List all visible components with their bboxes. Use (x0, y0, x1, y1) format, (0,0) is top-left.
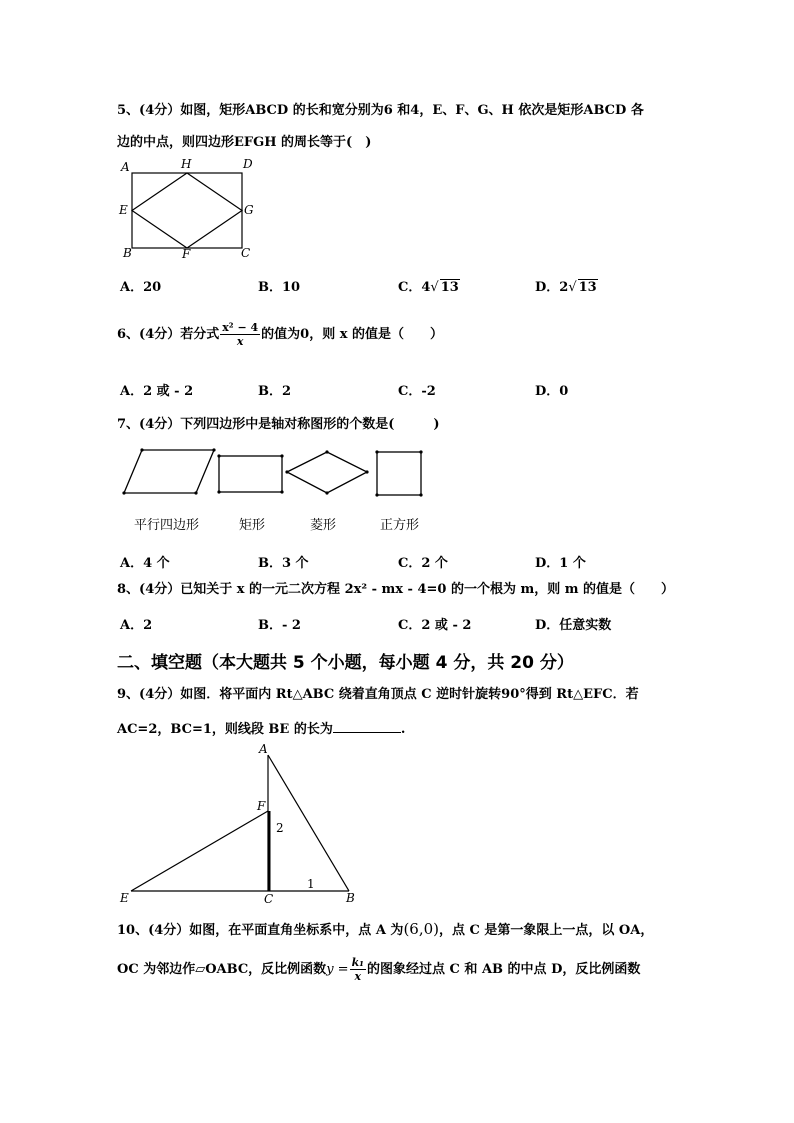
label-E: E (120, 891, 129, 905)
q8-option-d: D．任意实数 (535, 618, 612, 633)
q7-option-c: C．2 个 (398, 556, 448, 571)
q9-triangle-figure (120, 745, 370, 905)
rhombus-shape (287, 452, 367, 493)
section-heading: 二、填空题（本大题共 5 个小题，每小题 4 分，共 20 分） (117, 653, 574, 673)
q7-option-a: A．4 个 (120, 556, 170, 571)
q10-fraction (350, 956, 366, 983)
q10-frac-den: x (354, 970, 362, 983)
rectangle-shape (219, 456, 282, 492)
rhombus-efgh (132, 173, 242, 248)
q6-prefix: 6、(4分）若分式 (117, 327, 220, 342)
label-C: C (264, 892, 274, 906)
caption-parallelogram: 平行四边形 (134, 518, 200, 533)
label-F: F (257, 799, 266, 813)
rectangle-abcd (132, 173, 242, 248)
q8-option-a: A．2 (120, 618, 153, 633)
q9-line2-pre: AC=2，BC=1，则线段 BE 的长为 (117, 722, 333, 737)
q10-text-line2 (117, 953, 640, 987)
q8-option-c: C．2 或 - 2 (398, 618, 472, 633)
label-F: F (182, 247, 191, 261)
q6-suffix: 的值为0，则 x 的值是（ ） (261, 327, 444, 342)
q8-option-b: B．- 2 (258, 618, 301, 633)
label-A: A (259, 742, 268, 756)
label-2: 2 (276, 821, 284, 835)
q10-y-eq: y = (326, 962, 349, 977)
label-G: G (244, 203, 254, 217)
q10-line1-post: ，点 C 是第一象限上一点，以 OA， (439, 923, 654, 938)
q5-option-c-radicand: 13 (440, 280, 459, 295)
label-C: C (241, 246, 251, 260)
q5-text-line2: 边的中点，则四边形EFGH 的周长等于( ) (117, 135, 372, 150)
q7-option-d: D．1 个 (535, 556, 586, 571)
q9-text-line1: 9、(4分）如图．将平面内 Rt△ABC 绕着直角顶点 C 逆时针旋转90°得到 Rt△EFC．若 (117, 687, 639, 702)
q6-option-d: D．0 (535, 384, 569, 399)
q6-option-c: C．-2 (398, 384, 436, 399)
q5-option-d: D．2√ 13 (535, 280, 597, 295)
q6-numerator: x² − 4 (222, 321, 259, 334)
caption-square: 正方形 (380, 518, 420, 533)
q5-text-line1: 5、(4分）如图，矩形ABCD 的长和宽分别为6 和4，E、F、G、H 依次是矩形ABCD 各 (117, 103, 644, 118)
q5-option-b: B．10 (258, 280, 301, 295)
q6-option-b: B．2 (258, 384, 292, 399)
q5-option-c-coef: C．4 (398, 280, 431, 295)
q8-text: 8、(4分）已知关于 x 的一元二次方程 2x² - mx - 4=0 的一个根为 m，则 m 的值是（ ） (117, 582, 675, 597)
caption-rhombus: 菱形 (310, 518, 337, 533)
square-shape (377, 452, 421, 495)
label-B: B (123, 246, 132, 260)
q5-option-c: C．4√ 13 (398, 280, 459, 295)
q6-fraction (220, 321, 260, 348)
q7-shapes-figure (118, 448, 428, 500)
q10-text-line1 (117, 921, 653, 939)
label-A: A (121, 160, 130, 174)
q9-text-line2 (117, 720, 405, 738)
q5-option-d-coef: D．2 (535, 280, 569, 295)
label-H: H (181, 157, 192, 171)
q7-text: 7、(4分）下列四边形中是轴对称图形的个数是( ) (117, 417, 440, 432)
q6-denominator: x (236, 335, 244, 348)
q6-text (117, 320, 443, 350)
q10-line2-pre: OC 为邻边作▱OABC，反比例函数 (117, 962, 327, 977)
label-B: B (346, 891, 355, 905)
label-E: E (119, 203, 128, 217)
q6-option-a: A．2 或 - 2 (120, 384, 194, 399)
q9-line2-post: . (400, 722, 406, 737)
q7-option-b: B．3 个 (258, 556, 309, 571)
parallelogram-shape (124, 450, 214, 493)
label-1: 1 (307, 877, 315, 891)
q10-line2-post: 的图象经过点 C 和 AB 的中点 D，反比例函数 (367, 962, 641, 977)
point-a-coords: (6,0) (403, 920, 439, 938)
q10-line1-pre: 10、(4分）如图，在平面直角坐标系中，点 A 为 (117, 923, 404, 938)
q10-frac-num: k₁ (351, 956, 365, 969)
q5-option-a: A．20 (120, 280, 162, 295)
q5-option-d-radicand: 13 (578, 280, 597, 295)
label-D: D (243, 157, 253, 171)
answer-blank (333, 720, 401, 733)
caption-rectangle: 矩形 (239, 518, 266, 533)
